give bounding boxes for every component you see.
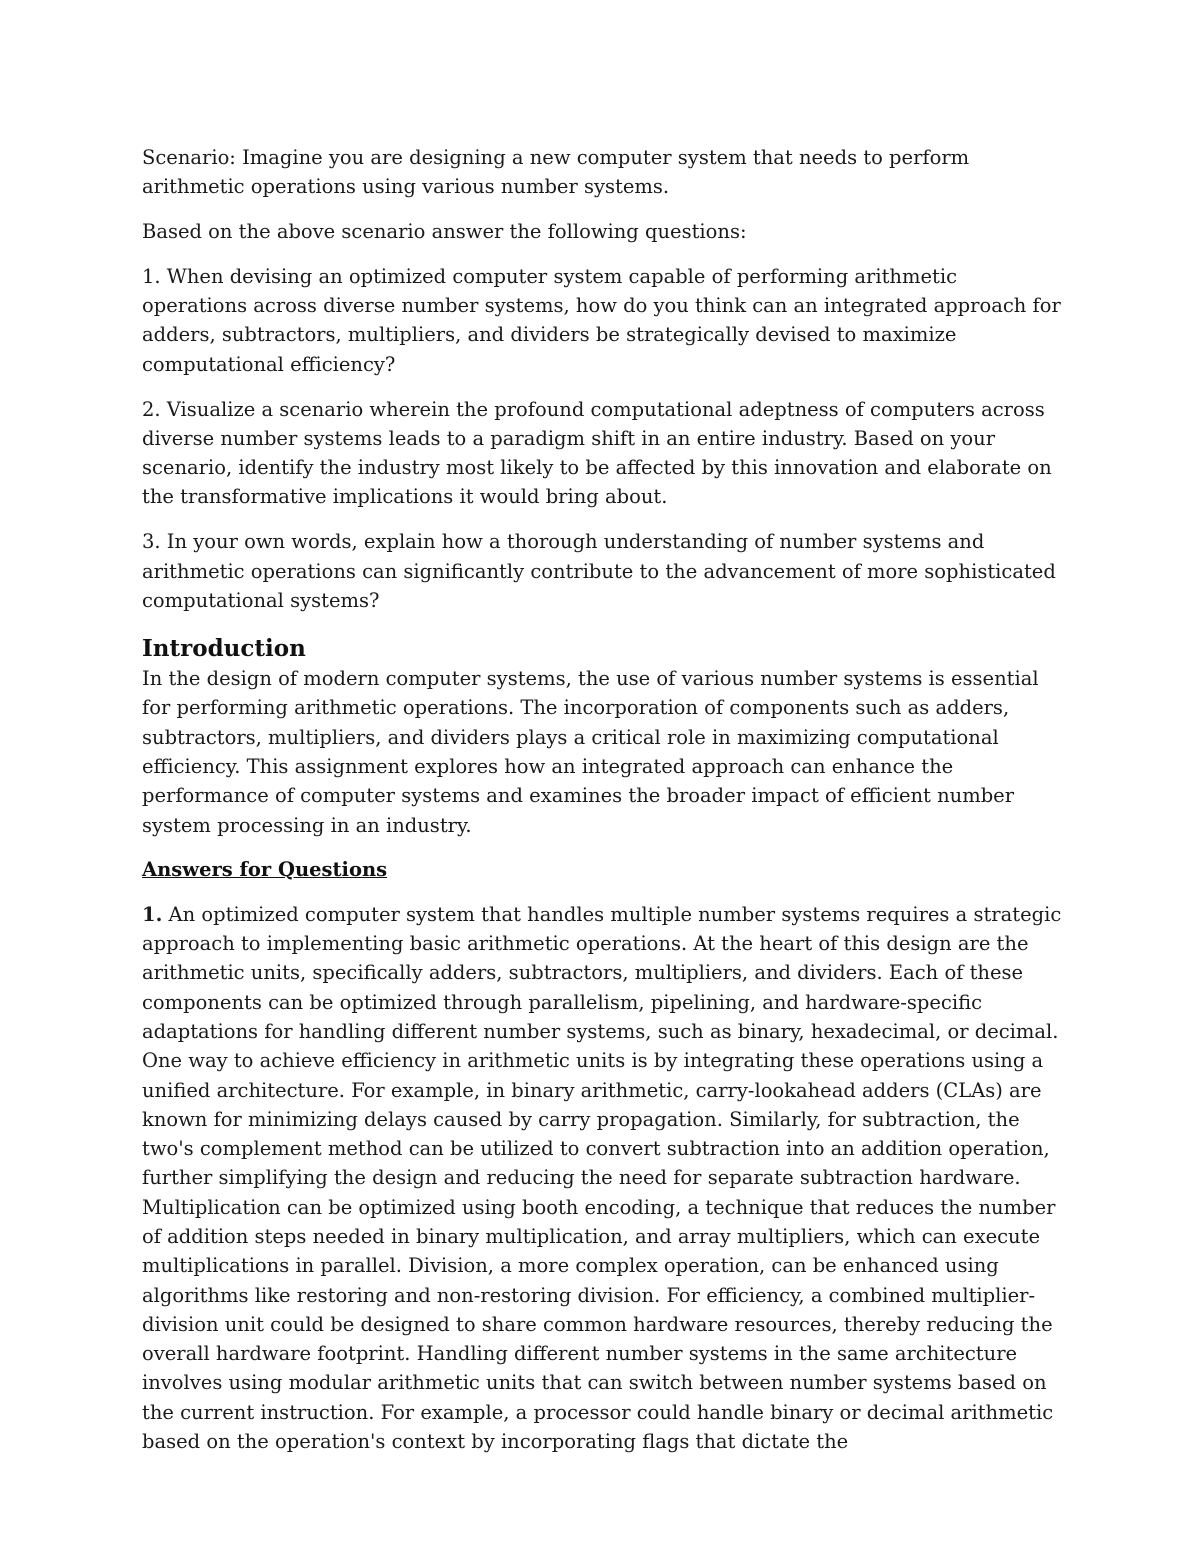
question-3: 3. In your own words, explain how a thorough understanding of number systems and arithmetic operations can significantly contribute to the advancement of more sophisticated computational systems? [142,530,1056,612]
scenario-text: Scenario: Imagine you are designing a new computer system that needs to perform arithmetic operations using various number systems. [142,146,970,199]
answer-1 [142,900,1062,1457]
introduction-body: In the design of modern computer systems, the use of various number systems is essential for performing arithmetic operations. The incorporation of components such as adders, subtractors, multipliers, and dividers plays a critical role in maximizing computational efficiency. This assignment explores how an integrated approach can enhance the performance of computer systems and examines the broader impact of efficient number system processing in an industry. [142,667,1039,837]
scenario-prompt: Based on the above scenario answer the following questions: [142,220,747,244]
answer-1-number: 1. [142,902,163,926]
question-2: 2. Visualize a scenario wherein the profound computational adeptness of computers across diverse number systems leads to a paradigm shift in an entire industry. Based on your scenario, identify the industry most likely to be affected by this innovation and elaborate on the transformative implications it would bring about. [142,397,1052,509]
document-body [142,143,1062,1456]
introduction-heading: Introduction [142,635,306,663]
answer-1-text: An optimized computer system that handles multiple number systems requires a strategic approach to implementing basic arithmetic operations. At the heart of this design are the arithmetic units, specifically adders, subtractors, multipliers, and dividers. Each of these components can be optimized through parallelism, pipelining, and hardware-specific adaptations for handling different number systems, such as binary, hexadecimal, or decimal. One way to achieve efficiency in arithmetic units is by integrating these operations using a unified architecture. For example, in binary arithmetic, carry-lookahead adders (CLAs) are known for minimizing delays caused by carry propagation. Similarly, for subtraction, the two's complement method can be utilized to convert subtraction into an addition operation, further simplifying the design and reducing the need for separate subtraction hardware. Multiplication can be optimized using booth encoding, a technique that reduces the number of addition steps needed in binary multiplication, and array multipliers, which can execute multiplications in parallel. Division, a more complex operation, can be enhanced using algorithms like restoring and non-restoring division. For efficiency, a combined multiplier-division unit could be designed to share common hardware resources, thereby reducing the overall hardware footprint. Handling different number systems in the same architecture involves using modular arithmetic units that can switch between number systems based on the current instruction. For example, a processor could handle binary or decimal arithmetic based on the operation's context by incorporating flags that dictate the [142,902,1062,1454]
question-1: 1. When devising an optimized computer system capable of performing arithmetic operations across diverse number systems, how do you think can an integrated approach for adders, subtractors, multipliers, and dividers be strategically devised to maximize computational efficiency? [142,264,1061,376]
answers-heading: Answers for Questions [142,857,388,881]
